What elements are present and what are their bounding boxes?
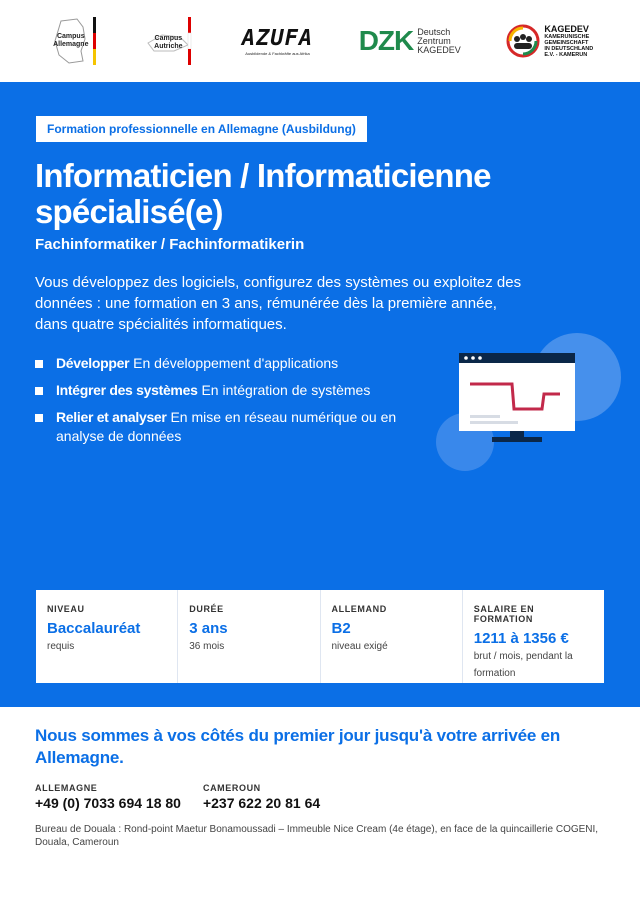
stat-sub: brut / mois, pendant la formation <box>473 651 573 679</box>
specialty-item <box>35 354 425 373</box>
key-facts <box>36 590 604 683</box>
stat-value: 3 ans <box>189 620 228 637</box>
partner-logos <box>0 0 640 82</box>
stat-salary <box>463 590 604 683</box>
stat-duration <box>178 590 320 683</box>
specialty-item <box>35 408 425 446</box>
contact-section <box>35 725 605 849</box>
monitor-screen <box>459 353 575 431</box>
specialty-list <box>35 354 425 454</box>
hero-section <box>0 82 640 707</box>
phone-list <box>35 783 605 811</box>
stat-label: NIVEAU <box>47 604 85 614</box>
specialty-text: En développement d'applications <box>129 355 339 371</box>
stat-sub: niveau exigé <box>331 641 388 652</box>
page-title: Informaticien / Informaticienne spécialisé(e) <box>35 157 491 230</box>
office-address: Bureau de Douala : Rond-point Maetur Bonamoussadi – Immeuble Nice Cream (4e étage), en face de la quincaillerie COGENI, Douala, Cameroun <box>35 824 599 848</box>
campus-allemagne-label: Campus Allemagne <box>53 33 89 48</box>
stat-label: DURÉE <box>189 604 224 614</box>
specialty-title: Relier et analyser <box>56 409 167 425</box>
kagedev-sub2: GEMEINSCHAFT <box>544 40 589 46</box>
computer-monitor-illustration <box>430 327 630 477</box>
azufa-wordmark: AZUFA <box>241 26 314 51</box>
specialty-text: En mise en réseau numérique ou en analyse de données <box>56 409 397 444</box>
phone-cameroon <box>203 783 320 811</box>
stat-label: ALLEMAND <box>331 604 387 614</box>
stat-value: 1211 à 1356 € <box>473 630 569 647</box>
dzk-logo <box>359 25 461 57</box>
phone-label: CAMEROUN <box>202 783 261 793</box>
campus-allemagne-logo <box>47 15 99 67</box>
phone-number[interactable]: +237 622 20 81 64 <box>202 795 321 811</box>
dzk-line1: Deutsch <box>417 26 451 37</box>
kagedev-sub1: KAMERUNISCHE <box>544 34 590 40</box>
stat-value: B2 <box>331 620 351 637</box>
stat-german <box>321 590 463 683</box>
kagedev-sub4: E.V. - KAMERUN <box>544 52 588 58</box>
phone-number[interactable]: +49 (0) 7033 694 18 80 <box>35 795 181 811</box>
specialty-text: En intégration de systèmes <box>197 382 371 398</box>
monitor-base <box>492 437 542 442</box>
stat-label: SALAIRE EN FORMATION <box>473 604 535 624</box>
specialty-title: Intégrer des systèmes <box>56 382 198 398</box>
kagedev-logo <box>506 24 593 58</box>
azufa-subtitle: Ausbildende & Fachkräfte aus Afrika <box>245 51 310 56</box>
dzk-wordmark: DZK <box>358 25 414 56</box>
kagedev-emblem-icon <box>506 24 540 58</box>
program-tag: Formation professionnelle en Allemagne (Ausbildung) <box>36 116 367 142</box>
specialty-title: Développer <box>56 355 130 371</box>
monitor-neck <box>510 431 524 437</box>
stat-level <box>36 590 178 683</box>
page-subtitle: Fachinformatiker / Fachinformatikerin <box>35 236 305 253</box>
specialty-item <box>35 381 425 400</box>
kagedev-wordmark: KAGEDEV <box>544 24 589 34</box>
phone-germany <box>35 783 181 811</box>
dzk-line2: Zentrum <box>417 35 451 46</box>
campus-autriche-label: Campus Autriche <box>154 35 183 50</box>
intro-paragraph: Vous développez des logiciels, configurez des systèmes ou exploitez des données : une formation en 3 ans, rémunérée dès la première année, dans quatre spécialités informatiques. <box>35 274 522 333</box>
campus-autriche-logo <box>144 15 196 67</box>
phone-label: ALLEMAGNE <box>35 783 98 793</box>
stat-sub: 36 mois <box>189 641 225 652</box>
dzk-line3: KAGEDEV <box>417 44 461 55</box>
stat-value: Baccalauréat <box>47 620 141 637</box>
monitor-titlebar <box>459 353 575 363</box>
azufa-logo <box>242 26 313 56</box>
contact-title: Nous sommes à vos côtés du premier jour jusqu'à votre arrivée en Allemagne. <box>35 726 561 767</box>
stat-sub: requis <box>47 641 75 652</box>
kagedev-sub3: IN DEUTSCHLAND <box>544 46 594 52</box>
